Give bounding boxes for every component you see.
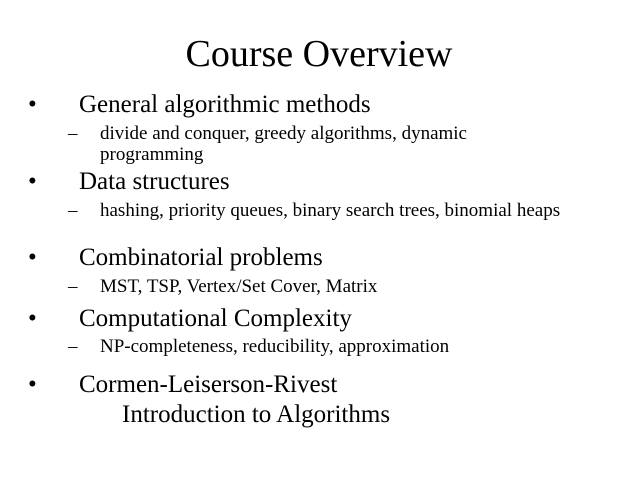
bullet-label: General algorithmic methods: [79, 91, 371, 118]
bullet-marker: •: [28, 371, 37, 398]
dash-marker: –: [68, 276, 78, 297]
dash-marker: –: [68, 336, 78, 357]
sub-bullet-text: NP-completeness, reducibility, approximation: [100, 336, 450, 357]
sub-bullet-text: divide and conquer, greedy algorithms, dynamic programming: [100, 123, 467, 165]
bullet-label: Computational Complexity: [79, 305, 352, 332]
sub-bullet-text: hashing, priority queues, binary search trees, binomial heaps: [100, 200, 561, 221]
bullet-label: Cormen-Leiserson-Rivest: [79, 371, 338, 398]
bullet-marker: •: [28, 168, 37, 195]
dash-marker: –: [68, 200, 78, 221]
bullet-label: Combinatorial problems: [79, 244, 323, 271]
bullet-marker: •: [28, 91, 37, 118]
slide-title: Course Overview: [185, 33, 453, 75]
bullet-marker: •: [28, 305, 37, 332]
bullet-label: Data structures: [79, 168, 230, 195]
bullet-marker: •: [28, 244, 37, 271]
sub-bullet-text: MST, TSP, Vertex/Set Cover, Matrix: [100, 276, 378, 297]
book-title: Introduction to Algorithms: [122, 401, 391, 428]
dash-marker: –: [68, 123, 78, 144]
